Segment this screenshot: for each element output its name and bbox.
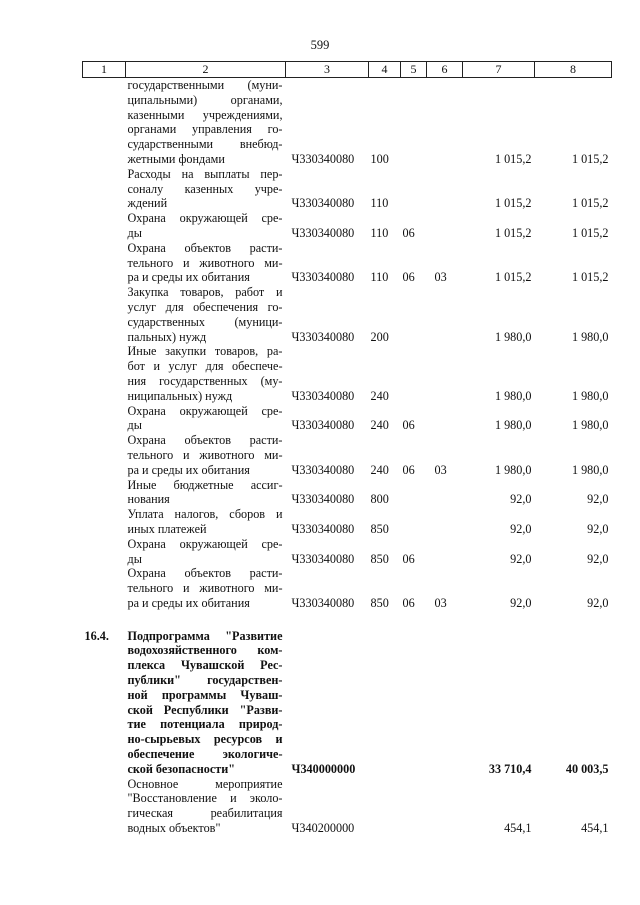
amount-year-1-cell: 1 980,0 bbox=[494, 329, 532, 344]
description-cell bbox=[126, 167, 286, 211]
header-col-6: 6 bbox=[427, 62, 463, 78]
description-line: ской безопасности" bbox=[127, 761, 236, 776]
description-line: тельного и животного ми- bbox=[127, 581, 283, 596]
expense-type-cell: 850 bbox=[370, 595, 389, 610]
item-number-cell bbox=[83, 285, 126, 344]
description-cell bbox=[126, 285, 286, 344]
amount-year-2-cell: 40 003,5 bbox=[565, 761, 609, 776]
table-row bbox=[83, 478, 612, 508]
section-cell bbox=[401, 78, 427, 167]
section-cell: 06 bbox=[402, 225, 415, 240]
amount-year-1-cell: 92,0 bbox=[510, 521, 532, 536]
header-col-4: 4 bbox=[369, 62, 401, 78]
description-line: тельного и животного ми- bbox=[127, 255, 283, 270]
description-line: сударственными внебюд- bbox=[127, 137, 283, 152]
description-line: плекса Чувашской Рес- bbox=[127, 658, 283, 673]
description-cell bbox=[126, 629, 286, 777]
table-body bbox=[83, 78, 612, 836]
section-cell: 06 bbox=[402, 270, 415, 285]
description-line: Охрана окружающей сре- bbox=[127, 536, 283, 551]
table-spacer-row bbox=[83, 611, 612, 629]
subsection-cell bbox=[427, 78, 463, 167]
description-line: сударственных (муници- bbox=[127, 314, 283, 329]
subsection-cell bbox=[427, 777, 463, 836]
header-col-5: 5 bbox=[401, 62, 427, 78]
expense-type-cell: 100 bbox=[370, 151, 389, 166]
amount-year-2-cell: 1 015,2 bbox=[571, 151, 609, 166]
item-number-cell bbox=[83, 507, 126, 537]
description-line: Уплата налогов, сборов и bbox=[127, 507, 283, 522]
description-line: ды bbox=[127, 225, 142, 240]
description-cell bbox=[126, 78, 286, 167]
amount-year-2-cell: 1 015,2 bbox=[571, 196, 609, 211]
description-cell bbox=[126, 241, 286, 285]
description-cell bbox=[126, 433, 286, 477]
target-article-code-cell: Ч330340080 bbox=[291, 225, 355, 240]
table-row bbox=[83, 433, 612, 477]
description-line: Охрана окружающей сре- bbox=[127, 403, 283, 418]
table-row bbox=[83, 629, 612, 777]
description-line: Охрана окружающей сре- bbox=[127, 211, 283, 226]
item-number-cell bbox=[83, 211, 126, 241]
description-line: ра и среды их обитания bbox=[127, 462, 250, 477]
description-line: "Восстановление и эколо- bbox=[127, 791, 283, 806]
table-row bbox=[83, 211, 612, 241]
section-cell bbox=[401, 167, 427, 211]
amount-year-1-cell: 1 980,0 bbox=[494, 462, 532, 477]
description-cell bbox=[126, 566, 286, 610]
description-line: тие потенциала природ- bbox=[127, 717, 283, 732]
description-line: казенными учреждениями, bbox=[127, 107, 283, 122]
expense-type-cell: 240 bbox=[370, 462, 389, 477]
description-line: ды bbox=[127, 551, 142, 566]
item-number-cell bbox=[83, 404, 126, 434]
description-line: водохозяйственного ком- bbox=[127, 643, 283, 658]
section-cell: 06 bbox=[402, 462, 415, 477]
subsection-cell bbox=[427, 167, 463, 211]
expense-type-cell: 240 bbox=[370, 418, 389, 433]
description-line: ра и среды их обитания bbox=[127, 595, 250, 610]
section-cell bbox=[401, 285, 427, 344]
spacer-cell bbox=[83, 611, 612, 629]
target-article-code-cell: Ч340200000 bbox=[291, 821, 355, 836]
description-line: водных объектов" bbox=[127, 821, 221, 836]
section-cell bbox=[401, 777, 427, 836]
target-article-code-cell: Ч330340080 bbox=[291, 418, 355, 433]
description-cell bbox=[126, 507, 286, 537]
description-line: Закупка товаров, работ и bbox=[127, 285, 283, 300]
description-cell bbox=[126, 777, 286, 836]
target-article-code-cell: Ч340000000 bbox=[291, 761, 356, 776]
target-article-code-cell: Ч330340080 bbox=[291, 462, 355, 477]
expense-type-cell: 850 bbox=[370, 521, 389, 536]
description-line: Основное мероприятие bbox=[127, 776, 283, 791]
table-header-row bbox=[83, 62, 612, 78]
section-cell bbox=[401, 507, 427, 537]
description-line: пальных) нужд bbox=[127, 329, 207, 344]
expense-type-cell: 110 bbox=[370, 196, 389, 211]
table-row bbox=[83, 167, 612, 211]
expense-type-cell: 850 bbox=[370, 551, 389, 566]
subsection-cell bbox=[427, 211, 463, 241]
subsection-cell bbox=[427, 629, 463, 777]
subsection-cell bbox=[427, 404, 463, 434]
description-line: ды bbox=[127, 418, 142, 433]
description-line: соналу казенных учре- bbox=[127, 181, 283, 196]
table-row bbox=[83, 344, 612, 403]
amount-year-1-cell: 1 980,0 bbox=[494, 418, 532, 433]
amount-year-2-cell: 1 980,0 bbox=[571, 462, 609, 477]
target-article-code-cell: Ч330340080 bbox=[291, 492, 355, 507]
table-row bbox=[83, 404, 612, 434]
description-line: обеспечение экологиче- bbox=[127, 747, 283, 762]
table-row bbox=[83, 537, 612, 567]
amount-year-2-cell: 1 015,2 bbox=[571, 225, 609, 240]
section-cell: 06 bbox=[402, 418, 415, 433]
item-number-cell bbox=[83, 537, 126, 567]
item-number-cell bbox=[83, 241, 126, 285]
subsection-cell bbox=[427, 537, 463, 567]
description-line: Расходы на выплаты пер- bbox=[127, 166, 283, 181]
description-line: гическая реабилитация bbox=[127, 806, 283, 821]
table-row bbox=[83, 285, 612, 344]
description-line: бот и услуг для обеспече- bbox=[127, 359, 283, 374]
section-cell: 06 bbox=[402, 551, 415, 566]
amount-year-1-cell: 1 980,0 bbox=[494, 388, 532, 403]
subsection-cell: 03 bbox=[434, 270, 447, 285]
description-cell bbox=[126, 344, 286, 403]
target-article-code-cell: Ч330340080 bbox=[291, 521, 355, 536]
amount-year-2-cell: 1 980,0 bbox=[571, 418, 609, 433]
table-row bbox=[83, 78, 612, 167]
description-line: Охрана объектов расти- bbox=[127, 433, 283, 448]
table-row bbox=[83, 241, 612, 285]
target-article-code-cell: Ч330340080 bbox=[291, 551, 355, 566]
amount-year-1-cell: 92,0 bbox=[510, 551, 532, 566]
expense-type-cell: 200 bbox=[370, 329, 389, 344]
header-col-7: 7 bbox=[463, 62, 535, 78]
description-line: ния государственных (му- bbox=[127, 373, 283, 388]
item-number-cell bbox=[83, 433, 126, 477]
description-line: нования bbox=[127, 492, 170, 507]
section-cell: 06 bbox=[402, 595, 415, 610]
description-line: государственными (муни- bbox=[127, 78, 283, 92]
target-article-code-cell: Ч330340080 bbox=[291, 196, 355, 211]
item-number-cell bbox=[83, 167, 126, 211]
item-number-cell bbox=[83, 478, 126, 508]
description-line: жетными фондами bbox=[127, 151, 225, 166]
header-col-1: 1 bbox=[83, 62, 126, 78]
target-article-code-cell: Ч330340080 bbox=[291, 270, 355, 285]
expense-type-cell bbox=[369, 629, 401, 777]
section-cell bbox=[401, 478, 427, 508]
amount-year-2-cell: 1 980,0 bbox=[571, 388, 609, 403]
amount-year-2-cell: 92,0 bbox=[587, 492, 609, 507]
item-number-cell bbox=[83, 777, 126, 836]
description-cell bbox=[126, 211, 286, 241]
amount-year-2-cell: 92,0 bbox=[587, 521, 609, 536]
expense-type-cell bbox=[369, 777, 401, 836]
description-line: ра и среды их обитания bbox=[127, 270, 250, 285]
section-cell bbox=[401, 344, 427, 403]
expense-type-cell: 110 bbox=[370, 270, 389, 285]
amount-year-1-cell: 1 015,2 bbox=[494, 270, 532, 285]
description-line: иных платежей bbox=[127, 521, 207, 536]
amount-year-1-cell: 1 015,2 bbox=[494, 151, 532, 166]
description-line: ной программы Чуваш- bbox=[127, 687, 283, 702]
description-cell bbox=[126, 478, 286, 508]
target-article-code-cell: Ч330340080 bbox=[291, 595, 355, 610]
table-row bbox=[83, 777, 612, 836]
description-line: ципальными) органами, bbox=[127, 92, 283, 107]
expense-type-cell: 800 bbox=[370, 492, 389, 507]
target-article-code-cell: Ч330340080 bbox=[291, 388, 355, 403]
item-number-cell bbox=[83, 344, 126, 403]
description-line: ждений bbox=[127, 196, 168, 211]
subsection-cell: 03 bbox=[434, 595, 447, 610]
description-line: но-сырьевых ресурсов и bbox=[127, 732, 283, 747]
description-line: Охрана объектов расти- bbox=[127, 240, 283, 255]
target-article-code-cell: Ч330340080 bbox=[291, 151, 355, 166]
header-col-8: 8 bbox=[535, 62, 612, 78]
description-line: услуг для обеспечения го- bbox=[127, 299, 283, 314]
description-line: тельного и животного ми- bbox=[127, 447, 283, 462]
subsection-cell bbox=[427, 344, 463, 403]
amount-year-2-cell: 1 980,0 bbox=[571, 329, 609, 344]
item-number-cell bbox=[83, 566, 126, 610]
amount-year-1-cell: 1 015,2 bbox=[494, 225, 532, 240]
section-cell bbox=[401, 629, 427, 777]
subsection-cell: 03 bbox=[434, 462, 447, 477]
item-number-cell bbox=[83, 78, 126, 167]
amount-year-2-cell: 92,0 bbox=[587, 595, 609, 610]
description-line: ниципальных) нужд bbox=[127, 388, 233, 403]
description-line: Подпрограмма "Развитие bbox=[127, 628, 283, 643]
subsection-cell bbox=[427, 478, 463, 508]
description-cell bbox=[126, 537, 286, 567]
amount-year-1-cell: 454,1 bbox=[504, 821, 532, 836]
item-number-cell: 16.4. bbox=[84, 628, 109, 643]
page-number: 599 bbox=[310, 38, 330, 52]
description-line: органами управления го- bbox=[127, 122, 283, 137]
amount-year-1-cell: 1 015,2 bbox=[494, 196, 532, 211]
amount-year-2-cell: 1 015,2 bbox=[571, 270, 609, 285]
amount-year-1-cell: 92,0 bbox=[510, 595, 532, 610]
expense-type-cell: 110 bbox=[370, 225, 389, 240]
description-line: Иные закупки товаров, ра- bbox=[127, 344, 283, 359]
description-line: Иные бюджетные ассиг- bbox=[127, 477, 283, 492]
amount-year-1-cell: 33 710,4 bbox=[488, 761, 532, 776]
subsection-cell bbox=[427, 285, 463, 344]
description-cell bbox=[126, 404, 286, 434]
amount-year-1-cell: 92,0 bbox=[510, 492, 532, 507]
target-article-code-cell: Ч330340080 bbox=[291, 329, 355, 344]
budget-table bbox=[82, 61, 612, 836]
header-col-2: 2 bbox=[126, 62, 286, 78]
amount-year-2-cell: 454,1 bbox=[581, 821, 609, 836]
description-line: публики" государствен- bbox=[127, 673, 283, 688]
expense-type-cell: 240 bbox=[370, 388, 389, 403]
subsection-cell bbox=[427, 507, 463, 537]
table-row bbox=[83, 507, 612, 537]
amount-year-2-cell: 92,0 bbox=[587, 551, 609, 566]
table-row bbox=[83, 566, 612, 610]
description-line: ской Республики "Разви- bbox=[127, 702, 283, 717]
description-line: Охрана объектов расти- bbox=[127, 566, 283, 581]
header-col-3: 3 bbox=[286, 62, 369, 78]
